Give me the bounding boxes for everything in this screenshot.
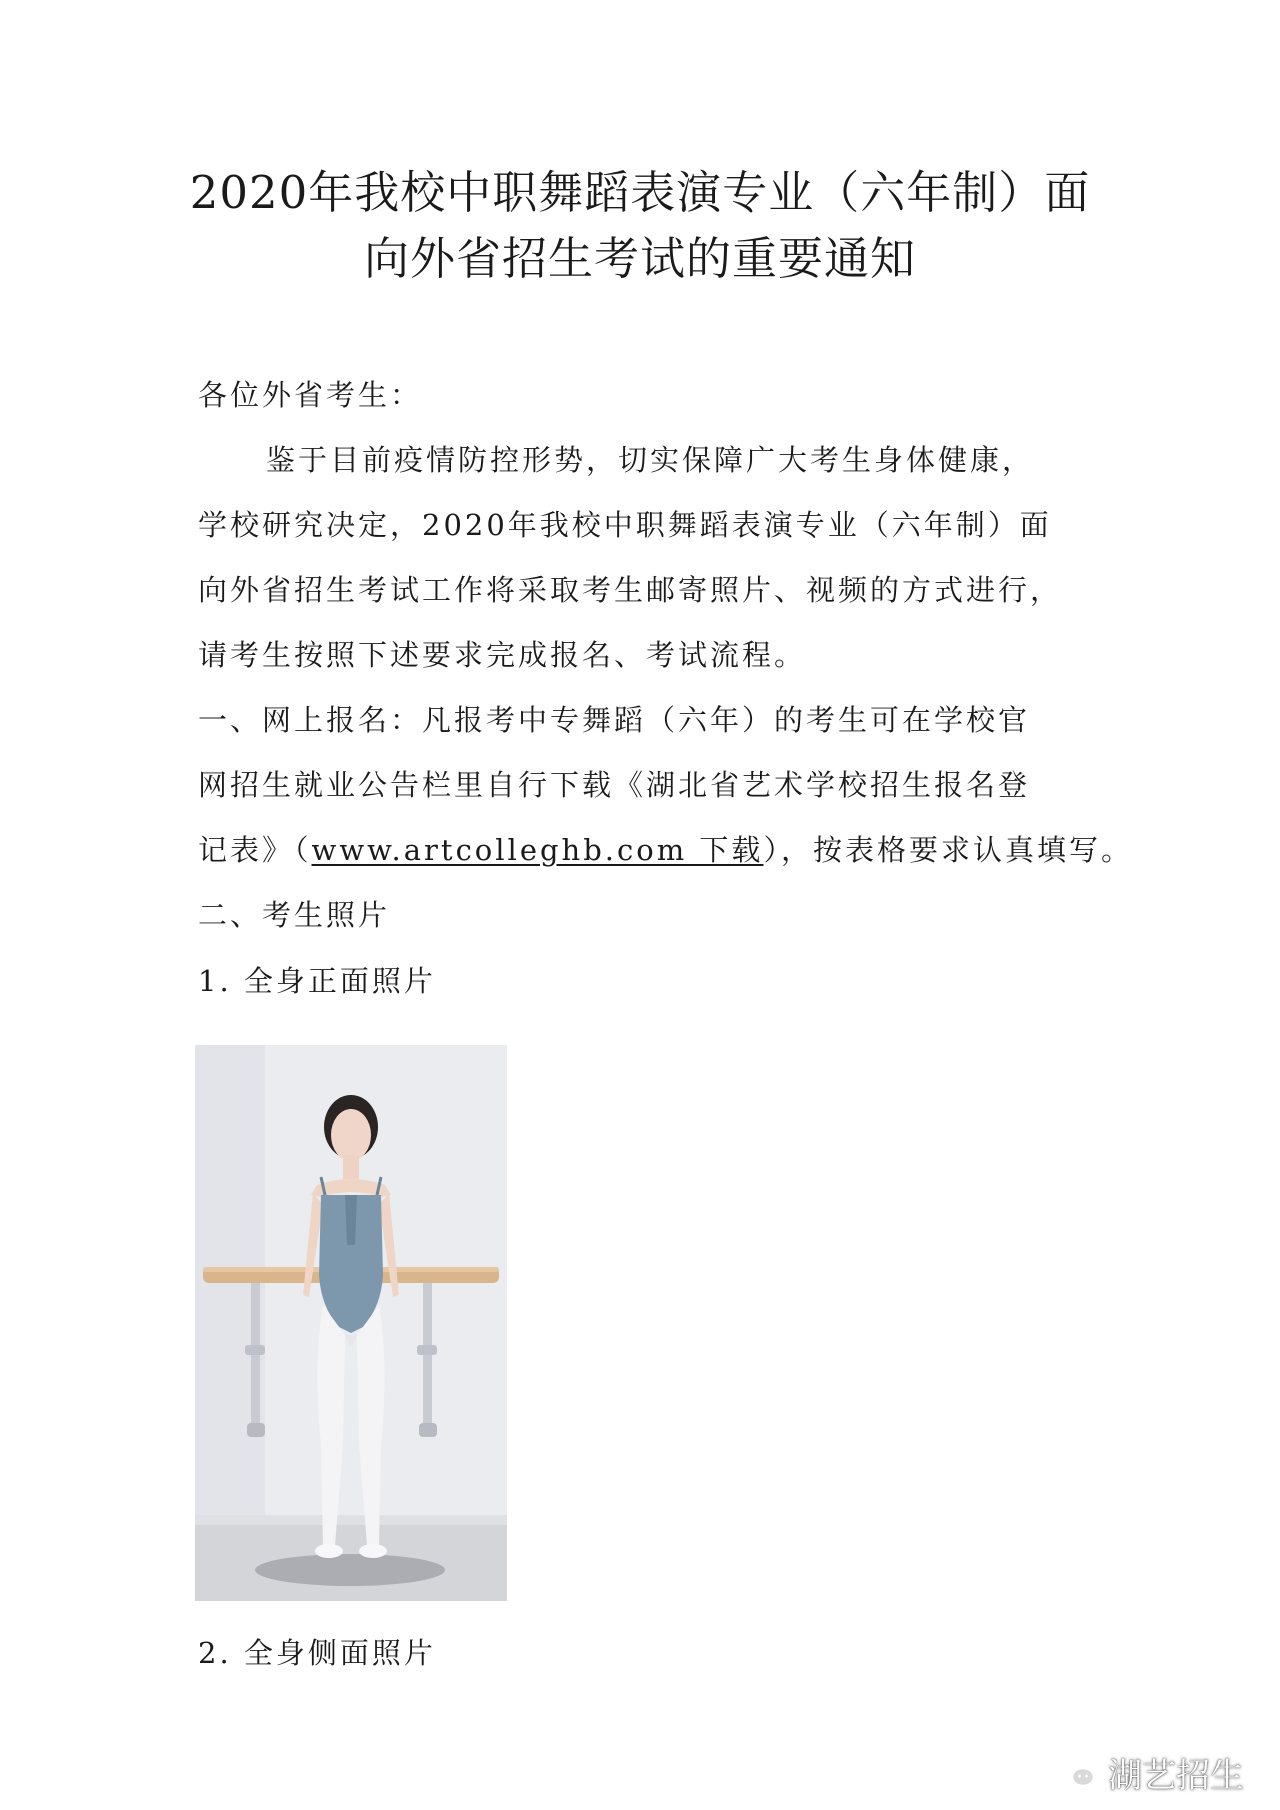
section-2-heading: 二、考生照片 xyxy=(198,898,391,932)
watermark xyxy=(1054,1748,1244,1797)
watermark-text: 湖艺招生 xyxy=(1108,1756,1244,1796)
paragraph-line: 向外省招生考试工作将采取考生邮寄照片、视频的方式进行， xyxy=(198,573,1063,607)
wechat-icon xyxy=(1054,1753,1098,1793)
paragraph-line: 鉴于目前疫情防控形势，切实保障广大考生身体健康， xyxy=(266,443,1035,477)
greeting: 各位外省考生： xyxy=(198,378,423,412)
item-1-label: 1. 全身正面照片 xyxy=(198,964,436,998)
dancer-photo-illustration xyxy=(195,1045,507,1601)
paragraph-line: 请考生按照下述要求完成报名、考试流程。 xyxy=(198,638,807,672)
section-1-line: 一、网上报名：凡报考中专舞蹈（六年）的考生可在学校官 xyxy=(198,703,1031,737)
item-2-label: 2. 全身侧面照片 xyxy=(198,1636,436,1670)
download-link[interactable]: www.artcolleghb.com 下载 xyxy=(311,833,764,867)
section-1-line-last xyxy=(198,833,1133,868)
paragraph-line: 学校研究决定，2020年我校中职舞蹈表演专业（六年制）面 xyxy=(198,508,1052,542)
dancer-photo xyxy=(195,1045,507,1601)
page-title-line-1: 2020年我校中职舞蹈表演专业（六年制）面 xyxy=(189,166,1091,219)
section-1-suffix: ），按表格要求认真填写。 xyxy=(763,833,1133,867)
section-1-line: 网招生就业公告栏里自行下载《湖北省艺术学校招生报名登 xyxy=(198,768,1031,802)
section-1-prefix: 记表》（ xyxy=(198,833,312,867)
page-title-line-2: 向外省招生考试的重要通知 xyxy=(363,232,916,285)
